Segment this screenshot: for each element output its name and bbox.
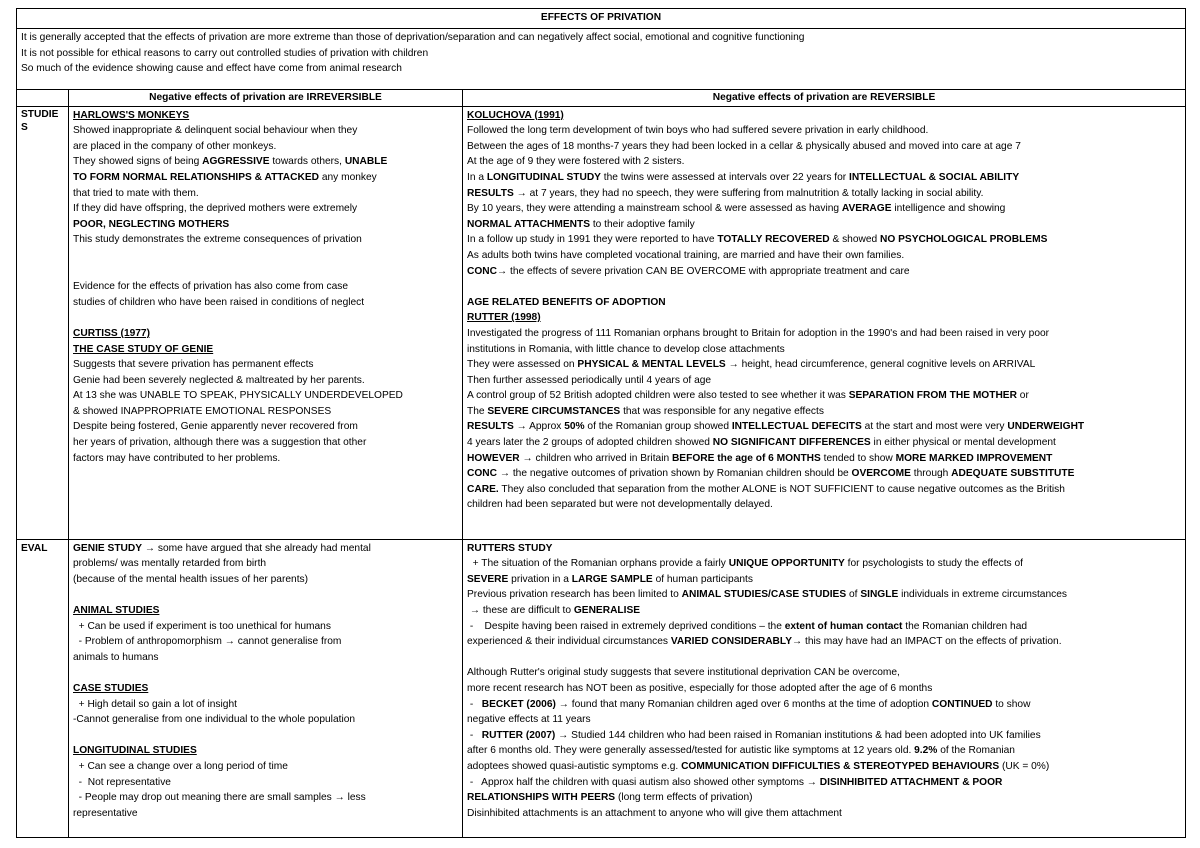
text-run: → height, head circumference, general cognitive levels on ARRIVAL <box>725 359 1036 371</box>
text-run-bold: NO PSYCHOLOGICAL PROBLEMS <box>880 234 1048 246</box>
text-run-bold: UNDERWEIGHT <box>1007 421 1085 433</box>
text-run: of the Romanian <box>937 745 1015 757</box>
text-line <box>73 170 458 186</box>
text-run-bold: ADEQUATE SUBSTITUTE <box>951 468 1075 480</box>
text-run-bold: TOTALLY RECOVERED <box>717 234 830 246</box>
text-line: - People may drop out meaning there are small samples → less <box>73 792 366 804</box>
text-run: → some have argued that she already had mental <box>142 542 371 554</box>
text-line: Investigated the progress of 111 Romanian orphans brought to Britain for adoption in the 1990's and had been raised in very poor <box>467 327 1050 339</box>
text-run-bold: AGGRESSIVE <box>202 156 270 168</box>
spacer <box>73 728 458 744</box>
text-line <box>467 232 1181 248</box>
text-run-bold: VARIED CONSIDERABLY→ <box>670 636 803 648</box>
text-run-bold: RELATIONSHIPS WITH PEERS <box>467 792 616 804</box>
text-line: & showed INAPPROPRIATE EMOTIONAL RESPONSES <box>73 405 332 417</box>
text-line: At the age of 9 they were fostered with 2 sisters. <box>467 156 685 168</box>
text-run-bold: HOWEVER <box>467 452 520 464</box>
text-run: any monkey <box>319 171 377 183</box>
text-run: through <box>910 468 952 480</box>
text-run-bold: MORE MARKED IMPROVEMENT <box>895 452 1053 464</box>
text-run: The <box>467 405 488 417</box>
text-run: They also concluded that separation from the mother ALONE is NOT SUFFICIENT to cause negative outcomes as the British <box>498 483 1065 495</box>
text-line <box>467 404 1181 420</box>
text-run: at the start and most were very <box>861 421 1008 433</box>
text-line: As adults both twins have completed vocational training, are married and have their own families. <box>467 249 905 261</box>
text-run: after 6 months old. They were generally assessed/tested for autistic like symptoms at 12 years old. <box>467 745 915 757</box>
text-run: experienced & their individual circumstances <box>467 636 671 648</box>
text-line <box>467 790 1181 806</box>
text-line <box>467 743 1181 759</box>
curtiss-heading: CURTISS (1977) <box>73 327 150 339</box>
header-irreversible: Negative effects of privation are IRREVERSIBLE <box>69 90 463 107</box>
text-run-bold: PHYSICAL & MENTAL LEVELS <box>577 359 726 371</box>
text-line <box>467 170 1181 186</box>
text-run: + The situation of the Romanian orphans provide a fairly <box>467 558 729 570</box>
text-line <box>467 357 1181 373</box>
text-line: problems/ was mentally retarded from birth <box>73 558 267 570</box>
privation-table <box>16 8 1186 838</box>
text-line: animals to humans <box>73 651 159 663</box>
text-run: (long term effects of privation) <box>615 792 753 804</box>
text-run-bold: OVERCOME <box>851 468 911 480</box>
text-run-bold: NO SIGNIFICANT DIFFERENCES <box>712 437 871 449</box>
header-blank <box>17 90 69 107</box>
text-line <box>467 264 1181 280</box>
harlow-heading: HARLOWS'S MONKEYS <box>73 109 190 121</box>
text-line: Followed the long term development of twin boys who had suffered severe privation in early childhood. <box>467 125 929 137</box>
text-run: - Despite having been raised in extremely deprived conditions – the <box>467 620 785 632</box>
text-run: or <box>1016 390 1029 402</box>
text-line <box>467 201 1181 217</box>
text-line: Despite being fostered, Genie apparently never recovered from <box>73 421 358 433</box>
text-run: (UK = 0%) <box>999 760 1050 772</box>
text-run-bold: SEPARATION FROM THE MOTHER <box>848 390 1017 402</box>
text-run-bold: UNABLE <box>344 156 388 168</box>
text-run-bold: UNIQUE OPPORTUNITY <box>728 558 845 570</box>
text-run-bold: NORMAL ATTACHMENTS <box>467 218 590 230</box>
text-line <box>467 435 1181 451</box>
case-studies-heading: CASE STUDIES <box>73 682 149 694</box>
text-line <box>467 572 1181 588</box>
text-run: the Romanian children had <box>902 620 1028 632</box>
text-run-bold: SEVERE CIRCUMSTANCES <box>487 405 621 417</box>
text-run-bold: RUTTER (2007) <box>481 729 556 741</box>
text-run: for psychologists to study the effects of <box>844 558 1023 570</box>
koluchova-heading: KOLUCHOVA (1991) <box>467 109 564 121</box>
text-line: studies of children who have been raised in conditions of neglect <box>73 296 365 308</box>
text-run: → these are difficult to <box>467 604 574 616</box>
text-run-bold: 50% <box>564 421 585 433</box>
intro-section <box>17 29 1186 90</box>
row-label-studies: STUDIES <box>17 106 69 539</box>
studies-irreversible-cell <box>69 106 463 539</box>
text-run: → found that many Romanian children aged over 6 months at the time of adoption <box>555 698 932 710</box>
text-line: are placed in the company of other monkeys. <box>73 140 277 152</box>
text-line: her years of privation, although there was a suggestion that other <box>73 437 367 449</box>
text-run: of the Romanian group showed <box>584 421 732 433</box>
text-run: 4 years later the 2 groups of adopted children showed <box>467 437 713 449</box>
text-run-bold: TO FORM NORMAL RELATIONSHIPS & ATTACKED <box>73 171 319 183</box>
document-title: EFFECTS OF PRIVATION <box>17 9 1186 29</box>
text-line: + Can see a change over a long period of time <box>73 760 288 772</box>
text-run: to their adoptive family <box>590 218 695 230</box>
text-run-bold: INTELLECTUAL & SOCIAL ABILITY <box>848 171 1020 183</box>
text-line <box>467 466 1181 482</box>
animal-studies-heading: ANIMAL STUDIES <box>73 604 160 616</box>
text-line <box>467 603 1181 619</box>
text-line: that tried to mate with them. <box>73 187 199 199</box>
rutter-heading: RUTTER (1998) <box>467 312 541 324</box>
text-run: tended to show <box>820 452 896 464</box>
text-line <box>467 728 1181 744</box>
text-run: They were assessed on <box>467 359 578 371</box>
text-run: - <box>467 698 482 710</box>
text-run: adoptees showed quasi-autistic symptoms e.g. <box>467 760 682 772</box>
text-run-bold: RESULTS <box>467 421 514 433</box>
text-line <box>467 634 1181 650</box>
text-run-bold: extent of human contact <box>784 620 903 632</box>
text-run: that was responsible for any negative effects <box>620 405 824 417</box>
text-line <box>467 697 1181 713</box>
spacer <box>73 310 458 326</box>
text-line: Disinhibited attachments is an attachment to anyone who will give them attachment <box>467 807 842 819</box>
text-line <box>467 556 1181 572</box>
text-run-bold: COMMUNICATION DIFFICULTIES & STEREOTYPED BEHAVIOURS <box>681 760 1000 772</box>
text-line: children had been separated but were not developmentally delayed. <box>467 499 773 511</box>
text-run-bold: INTELLECTUAL DEFECITS <box>731 421 862 433</box>
adoption-heading: AGE RELATED BENEFITS OF ADOPTION <box>467 296 666 308</box>
text-run-bold: DISINHIBITED ATTACHMENT & POOR <box>819 776 1003 788</box>
spacer <box>467 650 1181 666</box>
eval-irreversible-cell <box>69 539 463 837</box>
text-line: factors may have contributed to her problems. <box>73 452 281 464</box>
eval-reversible-cell <box>463 539 1186 837</box>
text-line <box>467 388 1181 404</box>
text-line: Suggests that severe privation has permanent effects <box>73 359 314 371</box>
text-run: They showed signs of being <box>73 156 203 168</box>
text-line: - Not representative <box>73 776 171 788</box>
text-line <box>467 451 1181 467</box>
text-run-bold: BECKET (2006) <box>481 698 556 710</box>
genie-heading: THE CASE STUDY OF GENIE <box>73 343 214 355</box>
studies-reversible-cell <box>463 106 1186 539</box>
text-run-bold: GENERALISE <box>573 604 641 616</box>
text-run: of <box>846 589 861 601</box>
text-line: If they did have offspring, the deprived mothers were extremely <box>73 203 358 215</box>
text-run-bold: SEVERE <box>467 573 509 585</box>
text-run: - Approx half the children with quasi autism also showed other symptoms → <box>467 776 820 788</box>
text-run: the twins were assessed at intervals over 22 years for <box>600 171 849 183</box>
spacer <box>73 248 458 264</box>
spacer <box>73 665 458 681</box>
text-line <box>467 759 1181 775</box>
text-run-bold: 9.2% <box>914 745 938 757</box>
text-line <box>467 482 1181 498</box>
text-run: - <box>467 729 482 741</box>
text-run: intelligence and showing <box>891 203 1006 215</box>
text-line <box>467 619 1181 635</box>
text-line: + High detail so gain a lot of insight <box>73 698 237 710</box>
text-run: individuals in extreme circumstances <box>898 589 1067 601</box>
text-line <box>467 217 1181 233</box>
text-run-bold: GENIE STUDY <box>73 542 143 554</box>
spacer <box>73 587 458 603</box>
text-run-bold: AVERAGE <box>841 203 892 215</box>
text-run: By 10 years, they were attending a mainstream school & were assessed as having <box>467 203 842 215</box>
text-line: representative <box>73 807 138 819</box>
text-run: → Studied 144 children who had been raised in Romanian institutions & had been adopted into UK families <box>555 729 1041 741</box>
text-run-bold: BEFORE the age of 6 MONTHS <box>671 452 821 464</box>
text-line: Showed inappropriate & delinquent social behaviour when they <box>73 125 358 137</box>
text-line: Evidence for the effects of privation has also come from case <box>73 281 349 293</box>
text-run-bold: LONGITUDINAL STUDY <box>486 171 601 183</box>
text-line: more recent research has NOT been as positive, especially for those adopted after the age of 6 months <box>467 682 933 694</box>
text-line <box>467 775 1181 791</box>
text-line <box>73 154 458 170</box>
text-line: At 13 she was UNABLE TO SPEAK, PHYSICALLY UNDERDEVELOPED <box>73 390 403 402</box>
text-line <box>467 186 1181 202</box>
text-line <box>467 587 1181 603</box>
longitudinal-studies-heading: LONGITUDINAL STUDIES <box>73 745 197 757</box>
spacer <box>467 279 1181 295</box>
text-run: of human participants <box>652 573 753 585</box>
text-run-bold: CONC <box>467 265 497 277</box>
header-reversible: Negative effects of privation are REVERSIBLE <box>463 90 1186 107</box>
text-run-bold: RESULTS <box>467 187 514 199</box>
text-line: negative effects at 11 years <box>467 714 591 726</box>
text-run: → the effects of severe privation CAN BE OVERCOME with appropriate treatment and care <box>497 265 910 277</box>
text-line <box>467 419 1181 435</box>
text-line: Then further assessed periodically until 4 years of age <box>467 374 712 386</box>
text-line: - Problem of anthropomorphism → cannot generalise from <box>73 636 342 648</box>
text-run: in either physical or mental development <box>870 437 1056 449</box>
text-run: this may have had an IMPACT on the effects of privation. <box>802 636 1062 648</box>
text-line: -Cannot generalise from one individual to the whole population <box>73 714 356 726</box>
text-run: In a <box>467 171 487 183</box>
text-run: In a follow up study in 1991 they were reported to have <box>467 234 718 246</box>
text-run-bold: CARE. <box>467 483 499 495</box>
text-line: POOR, NEGLECTING MOTHERS <box>73 218 230 230</box>
spacer <box>73 264 458 280</box>
text-run: → at 7 years, they had no speech, they were suffering from malnutrition & totally lacking in social ability. <box>513 187 984 199</box>
intro-line: It is not possible for ethical reasons to carry out controlled studies of privation with children <box>21 47 429 59</box>
text-run-bold: CONC <box>467 468 497 480</box>
text-run-bold: LARGE SAMPLE <box>571 573 653 585</box>
text-run: & showed <box>829 234 881 246</box>
text-line: institutions in Romania, with little chance to develop close attachments <box>467 343 785 355</box>
text-line <box>73 541 458 557</box>
text-line: Genie had been severely neglected & maltreated by her parents. <box>73 374 365 386</box>
text-line: This study demonstrates the extreme consequences of privation <box>73 234 362 246</box>
text-run: to show <box>992 698 1031 710</box>
text-run: Previous privation research has been limited to <box>467 589 682 601</box>
row-label-eval: EVAL <box>17 539 69 837</box>
text-line: (because of the mental health issues of her parents) <box>73 573 309 585</box>
text-run-bold: CONTINUED <box>931 698 993 710</box>
rutters-study-heading: RUTTERS STUDY <box>467 542 553 554</box>
text-run: → the negative outcomes of privation shown by Romanian children should be <box>497 468 852 480</box>
intro-line: So much of the evidence showing cause and effect have come from animal research <box>21 63 402 75</box>
intro-line: It is generally accepted that the effects of privation are more extreme than those of deprivation/separation and can negatively affect social, emotional and cognitive functioning <box>21 32 805 43</box>
text-line: Between the ages of 18 months-7 years they had been locked in a cellar & physically abused and moved into care at age 7 <box>467 140 1021 152</box>
text-run-bold: ANIMAL STUDIES/CASE STUDIES <box>681 589 847 601</box>
text-line: Although Rutter's original study suggests that severe institutional deprivation CAN be overcome, <box>467 667 900 679</box>
text-run: A control group of 52 British adopted children were also tested to see whether it was <box>467 390 849 402</box>
text-run: → Approx <box>513 421 565 433</box>
text-run: privation in a <box>508 573 572 585</box>
text-run: towards others, <box>269 156 345 168</box>
text-run: → children who arrived in Britain <box>519 452 672 464</box>
text-run-bold: SINGLE <box>860 589 899 601</box>
text-line: + Can be used if experiment is too unethical for humans <box>73 620 331 632</box>
